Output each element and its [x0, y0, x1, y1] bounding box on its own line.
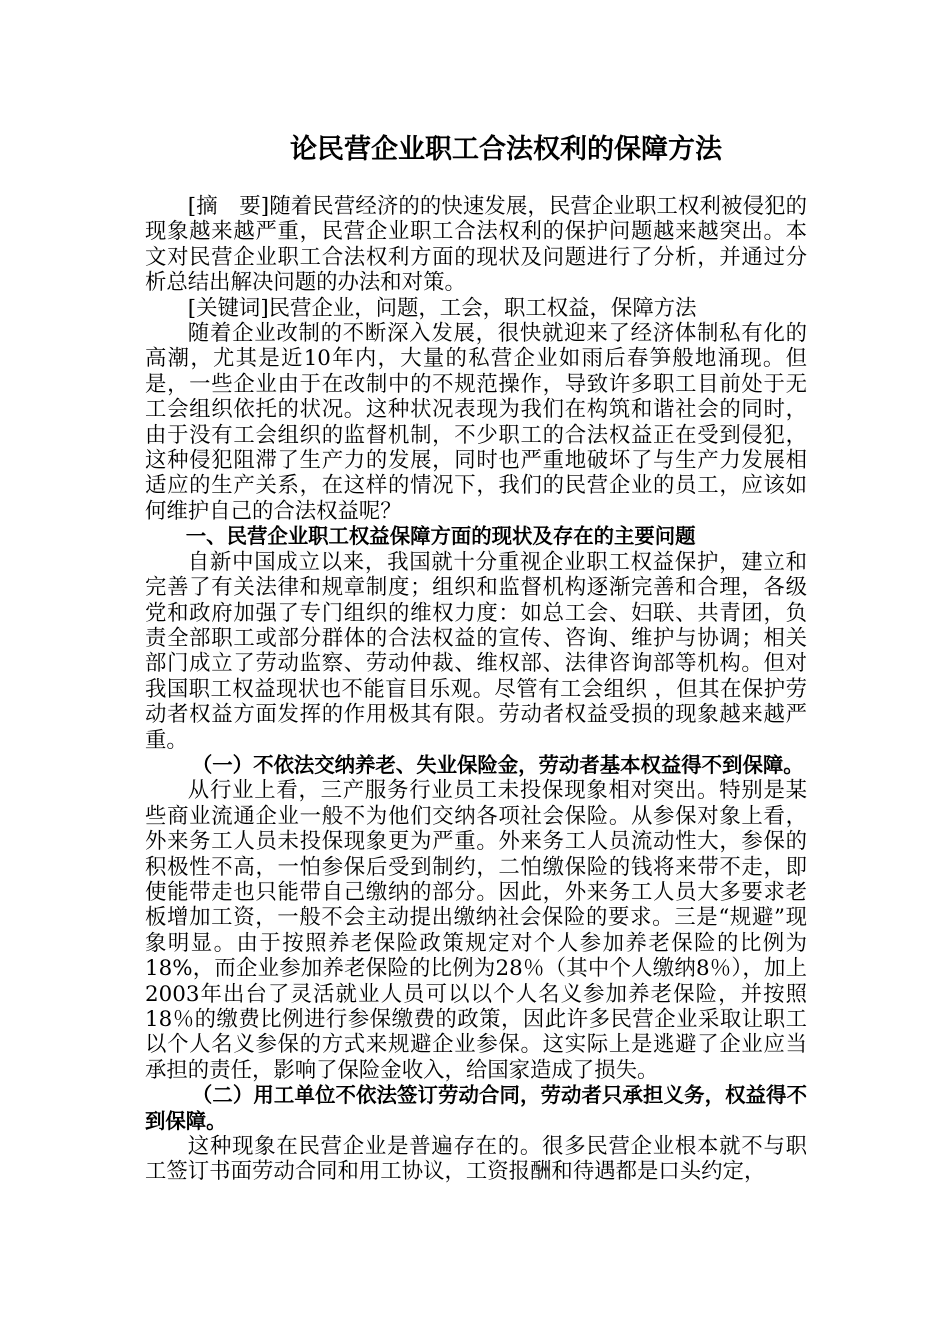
document-title: 论民营企业职工合法权利的保障方法 — [290, 134, 722, 165]
subsection2-paragraph: 这种现象在民营企业是普遍存在的。很多民营企业根本就不与职工签订书面劳动合同和用工协议，工资报酬和待遇都是口头约定， — [145, 1134, 807, 1185]
abstract-label: [摘 要] — [187, 194, 270, 219]
abstract-paragraph — [145, 194, 807, 296]
keywords-paragraph — [145, 296, 807, 321]
section1-paragraph: 自新中国成立以来，我国就十分重视企业职工权益保护，建立和完善了有关法律和规章制度；组织和监督机构逐渐完善和合理，各级党和政府加强了专门组织的维权力度：如总工会、妇联、共青团，负责全部职工或部分群体的合法权益的宣传、咨询、维护与协调；相关部门成立了劳动监察、劳动仲裁、维权部、法律咨询部等机构。但对我国职工权益现状也不能盲目乐观。尽管有工会组织 ，但其在保护劳动者权益方面发挥的作用极其有限。劳动者权益受损的现象越来越严重。 — [145, 549, 807, 753]
subsection1-heading: （一）不依法交纳养老、失业保险金，劳动者基本权益得不到保障。 — [191, 752, 804, 777]
subsection2-heading: （二）用工单位不依法签订劳动合同，劳动者只承担义务，权益得不到保障。 — [145, 1083, 807, 1133]
document-page — [145, 130, 807, 1185]
subsection1-paragraph: 从行业上看，三产服务行业员工未投保现象相对突出。特别是某些商业流通企业一般不为他们交纳各项社会保险。从参保对象上看，外来务工人员未投保现象更为严重。外来务工人员流动性大，参保的积极性不高，一怕参保后受到制约，二怕缴保险的钱将来带不走，即使能带走也只能带自己缴纳的部分。因此，外来务工人员大多要求老板增加工资，一般不会主动提出缴纳社会保险的要求。三是“规避”现象明显。由于按照养老保险政策规定对个人参加养老保险的比例为18%，而企业参加养老保险的比例为28％（其中个人缴纳8％），加上2003年出台了灵活就业人员可以以个人名义参加养老保险，并按照18％的缴费比例进行参保缴费的政策，因此许多民营企业采取让职工以个人名义参保的方式来规避企业参保。这实际上是逃避了企业应当承担的责任，影响了保险金收入，给国家造成了损失。 — [145, 778, 807, 1083]
keywords-text: 民营企业，问题，工会，职工权益，保障方法 — [268, 295, 697, 321]
keywords-label: [关键词] — [187, 295, 269, 321]
abstract-text: 随着民营经济的的快速发展，民营企业职工权利被侵犯的现象越来越严重，民营企业职工合法权利的保护问题越来越突出。本文对民营企业职工合法权利方面的现状及问题进行了分析，并通过分析总结出解决问题的办法和对策。 — [145, 194, 807, 296]
section1-heading: 一、民营企业职工权益保障方面的现状及存在的主要问题 — [185, 524, 696, 549]
intro-paragraph: 随着企业改制的不断深入发展，很快就迎来了经济体制私有化的高潮，尤其是近10年内，大量的私营企业如雨后春笋般地涌现。但是，一些企业由于在改制中的不规范操作，导致许多职工目前处于无工会组织依托的状况。这种状况表现为我们在构筑和谐社会的同时，由于没有工会组织的监督机制，不少职工的合法权益正在受到侵犯，这种侵犯阻滞了生产力的发展，同时也严重地破坏了与生产力发展相适应的生产关系，在这样的情况下，我们的民营企业的员工，应该如何维护自己的合法权益呢？ — [145, 321, 807, 524]
